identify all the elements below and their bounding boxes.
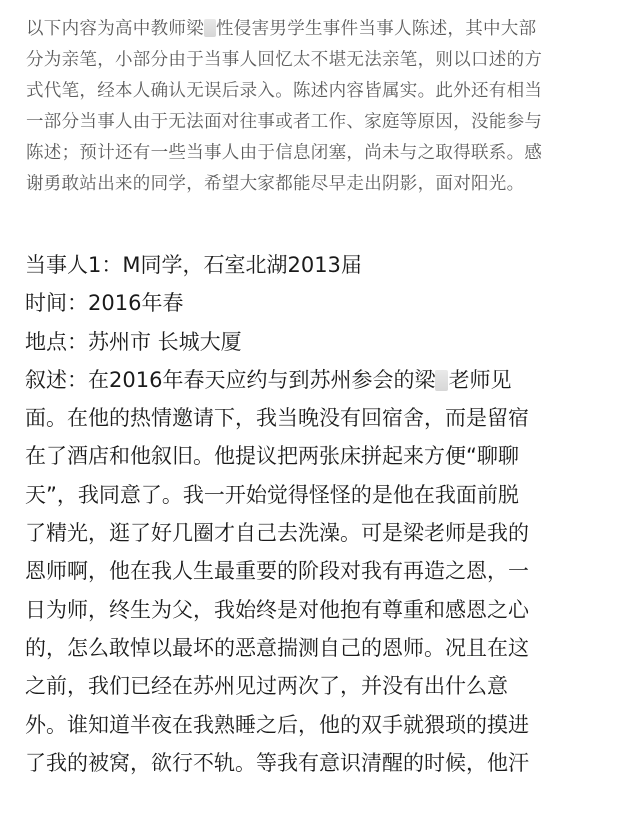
intro-line: 陈述；预计还有一些当事人由于信息闭塞，尚未与之取得联系。感 — [26, 143, 543, 163]
narrative-line: 天”，我同意了。我一开始觉得怪怪的是他在我面前脱 — [25, 482, 519, 507]
narrative-line: 日为师，终生为父，我始终是对他抱有尊重和感恩之心 — [25, 597, 529, 622]
account-section — [25, 246, 617, 782]
intro-line: 分为亲笔，小部分由于当事人回忆太不堪无法亲笔，则以口述的方 — [26, 50, 543, 70]
narrative-line: 了精光，逛了好几圈才自己去洗澡。可是梁老师是我的 — [25, 521, 529, 546]
narrative-line: 恩师啊，他在我人生最重要的阶段对我有再造之恩，一 — [25, 559, 529, 584]
intro-line — [26, 14, 614, 45]
party-line: 当事人1：M同学，石室北湖2013届 — [25, 253, 362, 277]
narrative-text: 老师见 — [448, 367, 512, 392]
intro-line: 式代笔，经本人确认无误后录入。陈述内容皆属实。此外还有相当 — [26, 81, 543, 101]
redaction-mark — [435, 370, 448, 391]
narrative-text: 叙述：在2016年春天应约与到苏州参会的梁 — [25, 367, 436, 392]
place-line: 地点：苏州市 长城大厦 — [25, 329, 242, 354]
redaction-mark — [204, 19, 216, 37]
intro-line: 谢勇敢站出来的同学，希望大家都能尽早走出阴影，面对阳光。 — [26, 174, 525, 194]
narrative-line: 的，怎么敢悼以最坏的恶意揣测自己的恩师。况且在这 — [25, 635, 529, 660]
narrative-line: 外。谁知道半夜在我熟睡之后，他的双手就猥琐的摸进 — [25, 712, 529, 737]
time-line: 时间：2016年春 — [25, 291, 184, 316]
intro-text: 以下内容为高中教师梁 — [26, 19, 204, 39]
narrative-line: 在了酒店和他叙旧。他提议把两张床拼起来方便“聊聊 — [25, 444, 519, 469]
narrative-line — [25, 361, 617, 399]
intro-line: 一部分当事人由于无法面对往事或者工作、家庭等原因，没能参与 — [26, 112, 543, 132]
narrative-line: 面。在他的热情邀请下，我当晚没有回宿舍，而是留宿 — [25, 406, 529, 431]
intro-paragraph — [26, 14, 614, 200]
narrative-line: 之前，我们已经在苏州见过两次了，并没有出什么意 — [25, 674, 508, 699]
narrative-line: 了我的被窝，欲行不轨。等我有意识清醒的时候，他汗 — [25, 750, 529, 775]
intro-text: 性侵害男学生事件当事人陈述，其中大部 — [216, 19, 537, 39]
